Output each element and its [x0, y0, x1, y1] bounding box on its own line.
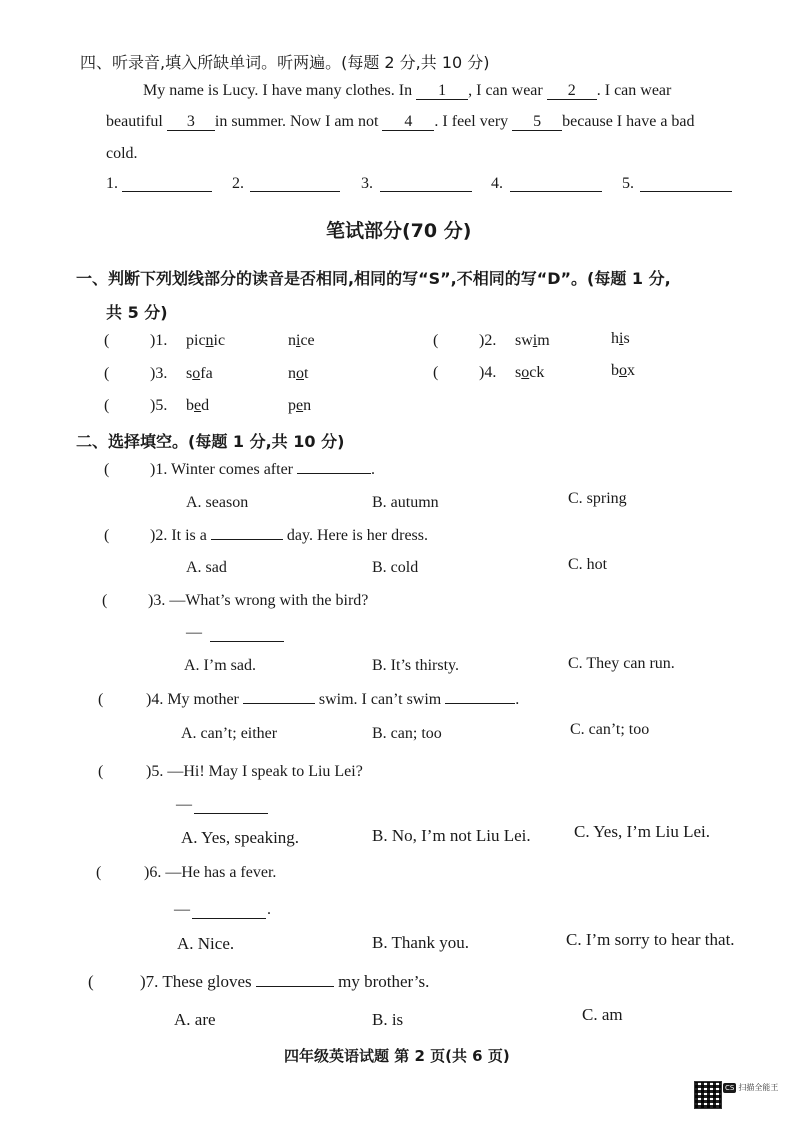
passage-text: . I feel very: [434, 113, 509, 130]
answer-line-1[interactable]: [122, 191, 212, 192]
word-1a: picnic: [186, 332, 226, 349]
answer-paren[interactable]: (: [433, 332, 439, 349]
word-3b: not: [288, 365, 309, 382]
question-stem: swim. I can’t swim: [318, 691, 442, 708]
passage-text: because I have a bad: [562, 113, 695, 130]
answer-paren[interactable]: (: [104, 397, 110, 414]
option-c: C. hot: [568, 556, 608, 573]
question-stem: .: [515, 691, 520, 708]
section1-heading-cont: 共 5 分): [106, 303, 168, 322]
answer-paren[interactable]: (: [104, 461, 110, 478]
question-1: [150, 461, 375, 479]
scanner-brand: 扫描全能王: [738, 1083, 779, 1092]
word-2a: swim: [515, 332, 550, 349]
option-b: B. is: [372, 1010, 404, 1029]
reply-period: .: [267, 901, 271, 918]
passage-blank-1: 1: [416, 83, 468, 100]
stem-blank[interactable]: [297, 473, 371, 474]
answer-line-4[interactable]: [510, 191, 602, 192]
question-stem: my brother’s.: [338, 972, 430, 991]
stem-blank[interactable]: [445, 703, 515, 704]
answer-line-3[interactable]: [380, 191, 472, 192]
question-number: )7.: [140, 972, 159, 991]
question-5: [146, 763, 363, 781]
option-c: C. I’m sorry to hear that.: [566, 930, 735, 949]
answer-line-5[interactable]: [640, 191, 732, 192]
answer-label-2: 2.: [232, 175, 244, 192]
word-1b: nice: [288, 332, 315, 349]
reply-dash: —: [174, 901, 190, 918]
word-2b: his: [611, 330, 630, 347]
question-stem: day. Here is her dress.: [286, 527, 429, 544]
word-5a: bed: [186, 397, 210, 414]
question-4: [146, 691, 519, 709]
answer-paren[interactable]: (: [104, 365, 110, 382]
answer-line-2[interactable]: [250, 191, 340, 192]
passage-line-2: [106, 113, 695, 131]
word-4a: sock: [515, 364, 545, 381]
scanner-watermark: [723, 1083, 793, 1105]
question-number: )6.: [144, 864, 162, 881]
option-a: A. are: [174, 1010, 216, 1029]
question-6: [144, 864, 276, 882]
passage-blank-5: 5: [512, 114, 562, 131]
word-4b: box: [611, 362, 635, 379]
answer-paren[interactable]: (: [433, 364, 439, 381]
question-stem: Winter comes after: [171, 461, 294, 478]
question-stem: .: [371, 461, 376, 478]
passage-text: in summer. Now I am not: [214, 113, 379, 130]
question-number: )5.: [146, 763, 164, 780]
question-number: )3.: [148, 592, 166, 609]
question-stem: It is a: [171, 527, 207, 544]
question-stem: —He has a fever.: [165, 864, 277, 881]
stem-blank[interactable]: [256, 986, 334, 987]
item-number: )2.: [479, 332, 497, 349]
reply-dash: —: [176, 796, 192, 813]
option-c: C. can’t; too: [570, 721, 650, 738]
answer-paren[interactable]: (: [102, 592, 108, 609]
question-number: )4.: [146, 691, 164, 708]
passage-text: My name is Lucy. I have many clothes. In: [143, 82, 413, 99]
section1-heading: 一、判断下列划线部分的读音是否相同,相同的写“S”,不相同的写“D”。(每题 1 分,: [76, 269, 671, 288]
passage-text: beautiful: [106, 113, 163, 130]
item-number: )5.: [150, 397, 168, 414]
answer-paren[interactable]: (: [98, 763, 104, 780]
cs-logo-icon: CS: [725, 1084, 735, 1092]
option-c: C. Yes, I’m Liu Lei.: [574, 822, 710, 841]
option-a: A. sad: [186, 559, 227, 576]
answer-label-5: 5.: [622, 175, 634, 192]
stem-blank[interactable]: [211, 539, 283, 540]
answer-label-4: 4.: [491, 175, 503, 192]
option-a: A. can’t; either: [181, 725, 278, 742]
part4-heading: 四、听录音,填入所缺单词。听两遍。(每题 2 分,共 10 分): [80, 53, 490, 72]
question-number: )2.: [150, 527, 168, 544]
question-number: )1.: [150, 461, 168, 478]
passage-blank-4: 4: [382, 114, 434, 131]
question-7: [140, 972, 429, 992]
question-stem: —What’s wrong with the bird?: [169, 592, 369, 609]
answer-label-1: 1.: [106, 175, 118, 192]
reply-blank[interactable]: [194, 813, 268, 814]
page-footer: 四年级英语试题 第 2 页(共 6 页): [284, 1047, 510, 1065]
passage-line-3: cold.: [106, 145, 138, 162]
question-2: [150, 527, 428, 545]
passage-line-1: [143, 82, 671, 100]
reply-dash: —: [186, 624, 202, 641]
option-b: B. autumn: [372, 494, 439, 511]
section2-heading: 二、选择填空。(每题 1 分,共 10 分): [76, 432, 345, 451]
option-c: C. They can run.: [568, 655, 675, 672]
option-b: B. Thank you.: [372, 933, 469, 952]
option-b: B. can; too: [372, 725, 442, 742]
written-part-title: 笔试部分(70 分): [326, 220, 472, 242]
option-c: C. spring: [568, 490, 627, 507]
question-3: [148, 592, 368, 610]
answer-paren[interactable]: (: [104, 527, 110, 544]
option-a: A. Nice.: [177, 934, 235, 953]
option-a: A. season: [186, 494, 249, 511]
question-stem: My mother: [167, 691, 239, 708]
answer-paren[interactable]: (: [104, 332, 110, 349]
passage-blank-2: 2: [547, 83, 597, 100]
option-a: A. I’m sad.: [184, 657, 256, 674]
passage-text: , I can wear: [468, 82, 543, 99]
item-number: )4.: [479, 364, 497, 381]
passage-blank-3: 3: [167, 114, 215, 131]
word-3a: sofa: [186, 365, 213, 382]
option-b: B. No, I’m not Liu Lei.: [372, 826, 531, 845]
item-number: )3.: [150, 365, 168, 382]
stem-blank[interactable]: [243, 703, 315, 704]
answer-paren[interactable]: (: [98, 691, 104, 708]
option-b: B. It’s thirsty.: [372, 657, 459, 674]
qr-code-icon: [694, 1081, 722, 1109]
question-stem: —Hi! May I speak to Liu Lei?: [167, 763, 363, 780]
answer-paren[interactable]: (: [88, 972, 94, 991]
answer-label-3: 3.: [361, 175, 373, 192]
question-stem: These gloves: [162, 972, 252, 991]
option-a: A. Yes, speaking.: [181, 828, 300, 847]
option-c: C. am: [582, 1005, 623, 1024]
reply-blank[interactable]: [210, 641, 284, 642]
passage-text: . I can wear: [596, 82, 672, 99]
option-b: B. cold: [372, 559, 419, 576]
item-number: )1.: [150, 332, 168, 349]
reply-blank[interactable]: [192, 918, 266, 919]
answer-paren[interactable]: (: [96, 864, 102, 881]
word-5b: pen: [288, 397, 312, 414]
